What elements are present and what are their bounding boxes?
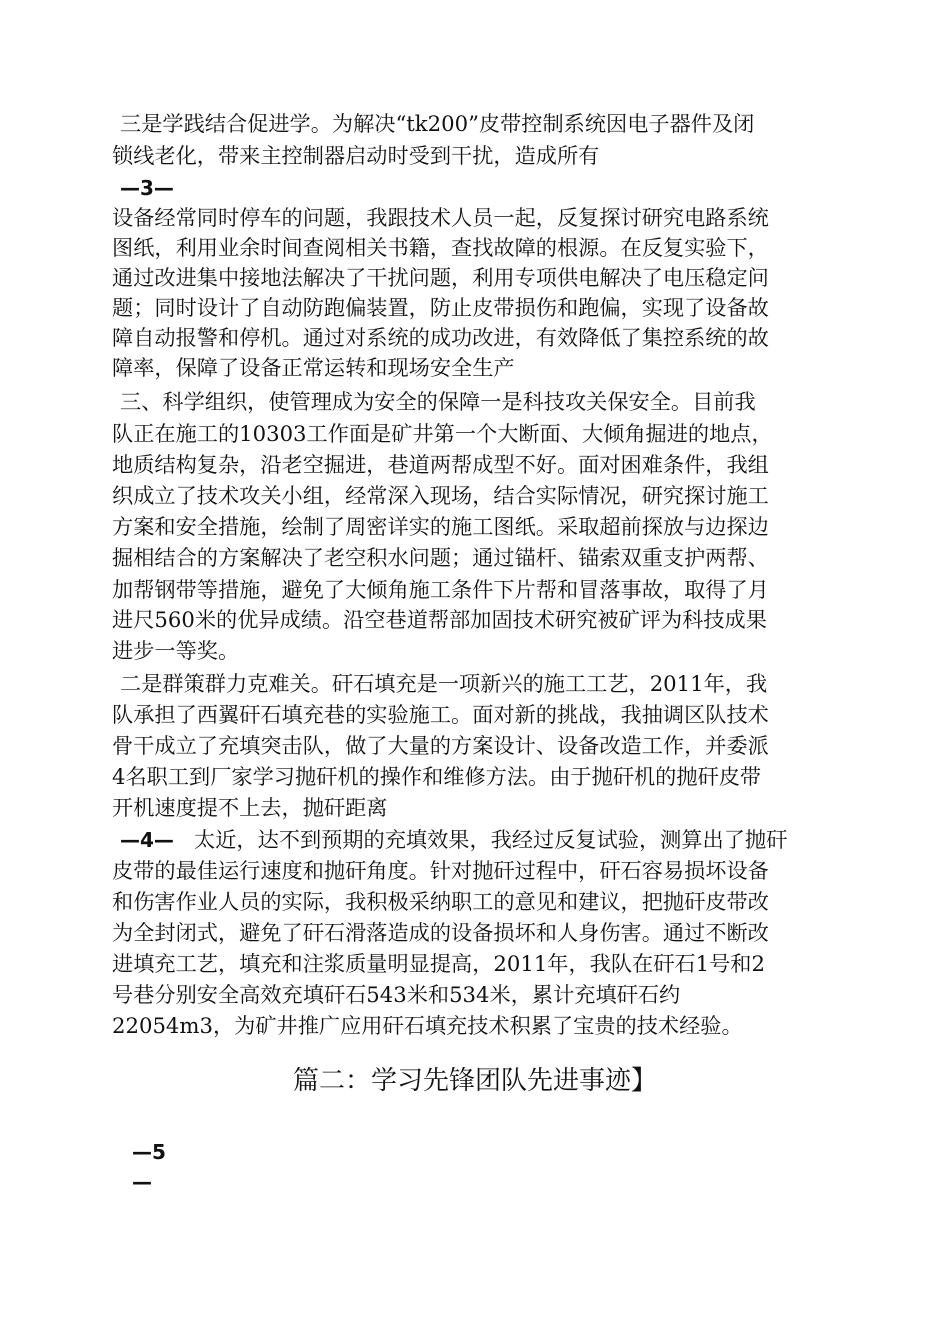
text-line: 掘相结合的方案解决了老空积水问题；通过锚杆、锚索双重支护两帮、 (112, 545, 769, 570)
text-line: 太近，达不到预期的充填效果，我经过反复试验，测算出了抛矸 (194, 827, 788, 852)
text-line: 号巷分别安全高效充填矸石543米和534米，累计充填矸石约 (112, 982, 681, 1007)
text-line: 进尺560米的优异成绩。沿空巷道帮部加固技术研究被矿评为科技成果 (112, 607, 767, 632)
text-line: 队正在施工的10303工作面是矿井第一个大断面、大倾角掘进的地点， (112, 421, 773, 446)
text-line: 加帮钢带等措施，避免了大倾角施工条件下片帮和冒落事故，取得了月 (112, 577, 769, 602)
text-line: 图纸，利用业余时间查阅相关书籍，查找故障的根源。在反复实验下， (112, 235, 769, 260)
text-line: 皮带的最佳运行速度和抛矸角度。针对抛矸过程中，矸石容易损坏设备 (112, 858, 769, 883)
text-line: 方案和安全措施，绘制了周密详实的施工图纸。采取超前探放与边探边 (112, 514, 769, 539)
text-line: 为全封闭式，避免了矸石滑落造成的设备损坏和人身伤害。通过不断改 (112, 920, 769, 945)
text-line: 织成立了技术攻关小组，经常深入现场，结合实际情况，研究探讨施工 (112, 483, 769, 508)
text-line: 锁线老化，带来主控制器启动时受到干扰，造成所有 (112, 143, 600, 168)
text-line: 三是学践结合促进学。为解决“tk200”皮带控制系统因电子器件及闭 (120, 111, 755, 136)
text-line: 骨干成立了充填突击队，做了大量的方案设计、设备改造工作，并委派 (112, 733, 769, 758)
text-line: 4名职工到厂家学习抛矸机的操作和维修方法。由于抛矸机的抛矸皮带 (112, 764, 762, 789)
page-number-5-dash: — (132, 1170, 152, 1194)
text-line: 队承担了西翼矸石填充巷的实验施工。面对新的挑战，我抽调区队技术 (112, 702, 769, 727)
text-line: 障率，保障了设备正常运转和现场安全生产 (112, 355, 515, 380)
text-line: 通过改进集中接地法解决了干扰问题，利用专项供电解决了电压稳定问 (112, 265, 769, 290)
text-line: 开机速度提不上去，抛矸距离 (112, 795, 388, 820)
text-line: 22054m3，为矿井推广应用矸石填充技术积累了宝贵的技术经验。 (112, 1013, 743, 1038)
text-line: 二是群策群力克难关。矸石填充是一项新兴的施工工艺，2011年，我 (120, 671, 768, 696)
text-line: 进填充工艺，填充和注浆质量明显提高，2011年，我队在矸石1号和2 (112, 951, 765, 976)
page-number-5: —5 (132, 1140, 166, 1164)
text-line: 题；同时设计了自动防跑偏装置，防止皮带损伤和跑偏，实现了设备故 (112, 295, 769, 320)
page-number-4: —4— (120, 828, 174, 852)
text-line: 和伤害作业人员的实际，我积极采纳职工的意见和建议，把抛矸皮带改 (112, 889, 769, 914)
text-line: 地质结构复杂，沿老空掘进，巷道两帮成型不好。面对困难条件，我组 (112, 452, 769, 477)
text-line: 进步一等奖。 (112, 638, 240, 663)
text-line: 设备经常同时停车的问题，我跟技术人员一起，反复探讨研究电路系统 (112, 205, 769, 230)
text-line: 三、科学组织，使管理成为安全的保障一是科技攻关保安全。目前我 (120, 389, 756, 414)
section-heading: 篇二：学习先锋团队先进事迹】 (292, 1066, 657, 1096)
page-number-3: —3— (120, 176, 174, 200)
text-line: 障自动报警和停机。通过对系统的成功改进，有效降低了集控系统的故 (112, 325, 769, 350)
